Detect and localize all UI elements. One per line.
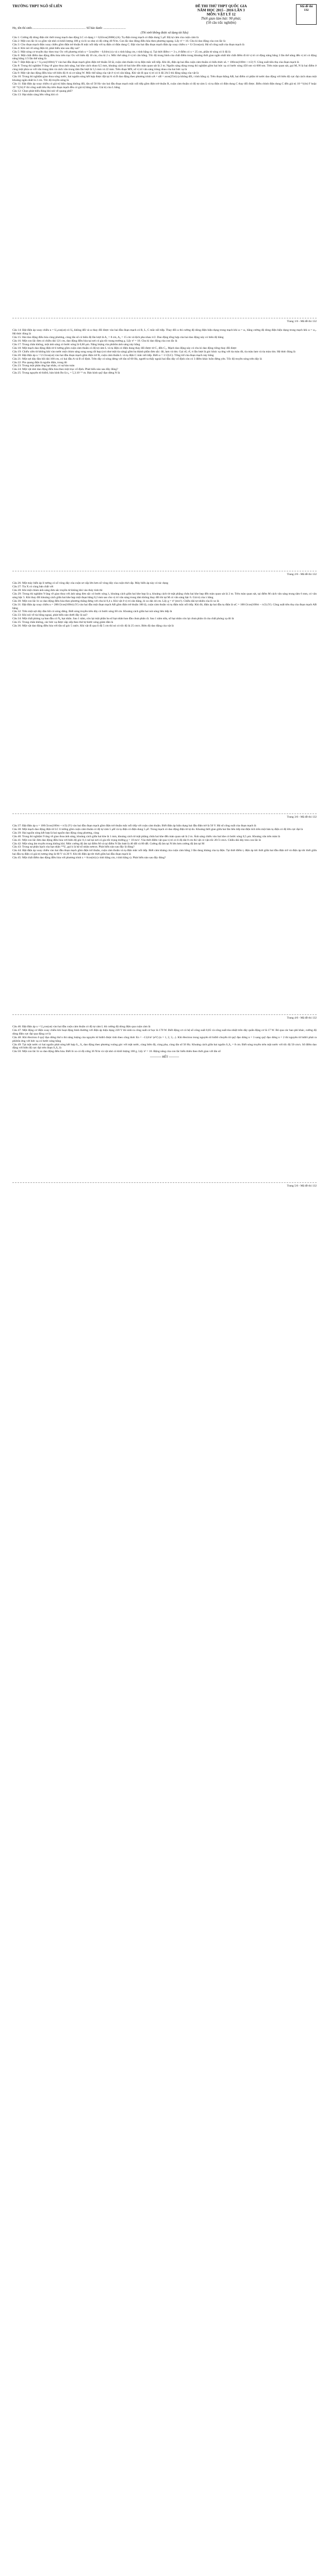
exam-year: NĂM HỌC 2015 - 2016 LẦN 3	[197, 8, 245, 12]
question-text: Câu 33: Khi nói về tia hồng ngoại, phát biểu nào dưới đây là sai?	[12, 614, 88, 617]
exam-header	[12, 4, 317, 25]
question-text: Câu 11: Đặt điện áp xoay chiều có giá trị hiệu dụng không đổi, tần số 50 Hz vào hai đầu đoạn mạch mắc nối tiếp gồm điện trở thuần R, cuộn cảm thuần có độ tự cảm L và tụ điện có điện dung C thay đổi được. Điều chỉnh điện dung C đến giá trị 10⁻⁴/(4π) F hoặc 10⁻⁴/(2π) F thì công suất tiêu thụ trên đoạn mạch đều có giá trị bằng nhau. Giá trị của L bằng	[12, 82, 317, 89]
exam-page-section	[12, 824, 317, 1020]
question-text: Câu 45: Một chất điểm dao động điều hòa với phương trình x = 6cos(πt) (x tính bằng cm, t tính bằng s). Phát biểu nào sau đây đúng?	[12, 856, 166, 860]
question-text: Câu 25: Trong nguyên tử hiđrô, bán kính Bo là r₀ = 5,3.10⁻¹¹ m. Bán kính quỹ đạo dừng N là	[12, 371, 120, 375]
exam-end-mark: ----------- HẾT ----------	[150, 1056, 179, 1059]
question-text: Câu 14: Đặt điện áp xoay chiều u = U₀cos(ωt) có U₀ không đổi và ω thay đổi được vào hai đầu đoạn mạch có R, L, C mắc nối tiếp. Thay đổi ω thì cường độ dòng điện hiệu dụng trong mạch khi ω = ω₁ bằng cường độ dòng điện hiệu dụng trong mạch khi ω = ω₂. Hệ thức đúng là	[12, 329, 317, 336]
question-text: Câu 29: Trong thí nghiệm Y-âng về giao thoa với ánh sáng đơn sắc có bước sóng λ, khoảng cách giữa hai khe hẹp là a, khoảng cách từ mặt phẳng chứa hai khe hẹp đến màn quan sát là 2 m. Trên màn quan sát, tại điểm M cách vân sáng trung tâm 6 mm, có vân sáng bậc 5. Khi thay đổi khoảng cách giữa hai khe hẹp một đoạn bằng 0,2 mm sao cho vị trí vân sáng trung tâm không thay đổi thì tại M có vân sáng bậc 6. Giá trị của λ bằng	[12, 592, 317, 599]
question-text: Câu 3: Cho đoạn mạch điện xoay chiều gồm điện trở thuần R mắc nối tiếp với tụ điện có điện dung C. Đặt vào hai đầu đoạn mạch điện áp xoay chiều u = U√2cos(ωt). Hệ số công suất của đoạn mạch là	[12, 43, 244, 46]
question-text: Câu 44: Đặt điện áp xoay chiều vào hai đầu đoạn mạch gồm điện trở thuần, cuộn cảm thuần và tụ điện mắc nối tiếp. Biết cảm kháng của cuộn cảm bằng 3 lần dung kháng của tụ điện. Tại thời điểm t, điện áp tức thời giữa hai đầu điện trở và điện áp tức thời giữa hai đầu tụ điện có giá trị tương ứng là 60 V và 20 V. Khi đó điện áp tức thời giữa hai đầu đoạn mạch là	[12, 849, 317, 856]
question-text: Câu 46: Đặt điện áp u = U₀cos(ωt) vào hai đầu cuộn cảm thuần có độ tự cảm L thì cường độ dòng điện qua cuộn cảm là	[12, 1025, 151, 1029]
exam-page-section	[12, 329, 317, 577]
question-text: Câu 6: Một chất điểm dao động điều hòa trên trục Ox với biên độ 10 cm, chu kì 2 s. Mốc thế năng ở vị trí cân bằng. Tốc độ trung bình của chất điểm trong khoảng thời gian ngắn nhất khi chất điểm đi từ vị trí có động năng bằng 3 lần thế năng đến vị trí có động năng bằng 1/3 lần thế năng là	[12, 54, 317, 61]
exam-page-section	[12, 36, 317, 324]
exam-time: Thời gian làm bài: 90 phút;	[201, 16, 241, 21]
page-footer: Trang 2/6 - Mã đề thi 132	[12, 571, 317, 577]
question-text: Câu 34: Một chất phóng xạ ban đầu có N₀ hạt nhân. Sau 1 năm, còn lại một phần ba số hạt nhân ban đầu chưa phân rã. Sau 1 năm nữa, số hạt nhân còn lại chưa phân rã của chất phóng xạ đó là	[12, 617, 234, 621]
question-text: Câu 21: Một sợi dây đàn hồi dài 100 cm, có hai đầu A và B cố định. Trên dây có sóng dừng với tần số 60 Hz, người ta thấy ngoài hai đầu dây cố định còn có 3 điểm khác luôn đứng yên. Tốc độ truyền sóng trên dây là	[12, 357, 262, 361]
question-text: Câu 23: Trong một phản ứng hạt nhân, có sự bảo toàn	[12, 364, 75, 368]
question-text: Câu 15: Hai dao động điều hòa cùng phương, cùng tần số có biên độ lần lượt là A₁ = 8 cm, A₂ = 15 cm và lệch pha nhau π/2. Dao động tổng hợp của hai dao động này có biên độ bằng	[12, 336, 224, 340]
exam-code-box	[296, 4, 317, 25]
question-text: Câu 48: Khi êlectron ở quỹ đạo dừng thứ n thì năng lượng của nguyên tử hiđrô được tính theo công thức En = −13,6/n² (eV) (n = 1, 2, 3,...). Khi êlectron trong nguyên tử hiđrô chuyển từ quỹ đạo dừng n = 3 sang quỹ đạo dừng n = 2 thì nguyên tử hiđrô phát ra phôtôn ứng với bức xạ có bước sóng bằng	[12, 1036, 317, 1043]
page-footer: Trang 5/6 - Mã đề thi 132	[12, 1182, 317, 1188]
question-text: Câu 26: Một máy biến áp lí tưởng có số vòng dây của cuộn sơ cấp lớn hơn số vòng dây của cuộn thứ cấp. Máy biến áp này có tác dụng	[12, 582, 169, 585]
exam-note: (Thí sinh không được sử dụng tài liệu)	[140, 31, 189, 35]
exam-page-section	[12, 1025, 317, 1188]
question-text: Câu 28: Khi một chùm ánh sáng đơn sắc truyền từ không khí vào thủy tinh thì	[12, 589, 103, 592]
question-text: Câu 19: Chiếu xiên từ không khí vào nước một chùm sáng song song rất hẹp (coi như một tia sáng) gồm ba thành phần đơn sắc: đỏ, lam và tím. Gọi rđ, rℓ, rt lần lượt là góc khúc xạ ứng với tia màu đỏ, tia màu lam và tia màu tím. Hệ thức đúng là	[12, 350, 295, 353]
question-text: Câu 37: Đặt điện áp u = 100√2cos(100πt + π/3) (V) vào hai đầu đoạn mạch gồm điện trở thuần mắc nối tiếp với cuộn cảm thuần. Biết điện áp hiệu dụng hai đầu điện trở là 50 V. Hệ số công suất của đoạn mạch là	[12, 824, 256, 827]
question-text: Câu 2: Một con lắc lò xo gồm vật nhỏ có khối lượng 100 g và lò xo nhẹ có độ cứng 40 N/m. Con lắc dao động điều hòa theo phương ngang. Lấy π² = 10. Chu kì dao động của con lắc là	[12, 39, 226, 43]
school-name: TRƯỜNG THPT NGÔ SĨ LIÊN	[12, 4, 62, 8]
question-text: Câu 39: Hai nguồn sóng kết hợp là hai nguồn dao động cùng phương, cùng	[12, 831, 100, 835]
student-info-line: Họ, tên thí sinh:..................................................................... Số báo danh: .............................	[12, 27, 126, 30]
exam-pages	[12, 36, 317, 1188]
question-text: Câu 4: Khi nói về sóng điện từ, phát biểu nào sau đây sai?	[12, 46, 80, 50]
exam-code-label: Mã đề thi	[300, 5, 313, 8]
question-text: Câu 9: Một vật dao động điều hòa với biên độ A và cơ năng W. Mốc thế năng của vật ở vị trí cân bằng. Khi vật đi qua vị trí có li độ 2A/3 thì động năng của vật là	[12, 72, 199, 75]
question-text: Câu 40: Trong thí nghiệm Y-âng về giao thoa ánh sáng, khoảng cách giữa hai khe là 1 mm, khoảng cách từ mặt phẳng chứa hai khe đến màn quan sát là 2 m. Ánh sáng chiếu vào hai khe có bước sóng 0,5 μm. Khoảng vân trên màn là	[12, 835, 281, 838]
page-footer: Trang 1/6 - Mã đề thi 132	[12, 318, 317, 324]
question-text: Câu 24: Một vật nhỏ dao động điều hòa theo một trục cố định. Phát biểu nào sau đây đúng?	[12, 368, 118, 371]
question-text: Câu 18: Một mạch dao động điện từ lí tưởng gồm cuộn cảm thuần có độ tự cảm L và tụ điện có điện dung thay đổi được từ C₁ đến C₂. Mạch dao động này có chu kì dao động riêng thay đổi được	[12, 346, 237, 350]
question-text: Câu 20: Đặt điện áp u = U√2cos(ωt) vào hai đầu đoạn mạch gồm điện trở R, cuộn cảm thuần L và tụ điện C mắc nối tiếp. Biết ω = 1/√(LC). Tổng trở của đoạn mạch này bằng	[12, 353, 214, 357]
question-text: Câu 27: Tia X có cùng bản chất với	[12, 585, 54, 589]
question-text: Câu 38: Một mạch dao động điện từ LC lí tưởng gồm cuộn cảm thuần có độ tự cảm 5 μH và tụ điện có điện dung 5 μF. Trong mạch có dao động điện từ tự do. Khoảng thời gian giữa hai lần liên tiếp mà điện tích trên một bản tụ điện có độ lớn cực đại là	[12, 827, 303, 831]
school-block	[12, 4, 146, 25]
question-text: Câu 22: Pin quang điện là nguồn điện, trong đó	[12, 361, 67, 364]
question-text: Câu 31: Đặt điện áp xoay chiều u = 200√2cos(100πt) (V) vào hai đầu một đoạn mạch AB gồm điện trở thuần 100 Ω, cuộn cảm thuần và tụ điện mắc nối tiếp. Khi đó, điện áp hai đầu tụ điện là uC = 100√2cos(100πt − π/2) (V). Công suất tiêu thụ của đoạn mạch AB bằng	[12, 603, 317, 610]
question-text: Câu 1: Cường độ dòng điện tức thời trong mạch dao động LC có dạng i = 0,02cos(2000t) (A). Tụ điện trong mạch có điện dung 5 μF. Độ tự cảm của cuộn cảm là	[12, 36, 199, 39]
exam-page	[0, 0, 329, 1188]
question-text: Câu 30: Một con lắc lò xo dao động điều hòa theo phương thẳng đứng với chu kì 0,4 s. Khi vật ở vị trí cân bằng, lò xo dài 44 cm. Lấy g = π² (m/s²). Chiều dài tự nhiên của lò xo là	[12, 599, 219, 603]
question-text: Câu 12: Chọn phát biểu đúng khi nói về quang phổ?	[12, 89, 73, 93]
exam-title: ĐỀ THI THỬ THPT QUỐC GIA	[195, 4, 247, 8]
question-text: Câu 43: Trong sự phân hạch của hạt nhân ²³⁵U, gọi k là hệ số nhân nơtron. Phát biểu nào sau đây là đúng?	[12, 845, 135, 849]
question-text: Câu 10: Trong thí nghiệm giao thoa sóng nước, hai nguồn sóng kết hợp được đặt tại A và B dao động theo phương trình uA = uB = acos(25πt) (a không đổi, t tính bằng s). Trên đoạn thẳng AB, hai điểm có phần tử nước dao động với biên độ cực đại cách nhau một khoảng ngắn nhất là 2 cm. Tốc độ truyền sóng là	[12, 75, 317, 82]
question-text: Câu 42: Một sóng âm truyền trong không khí. Mức cường độ âm tại điểm M và tại điểm N lần lượt là 40 dB và 80 dB. Cường độ âm tại N lớn hơn cường độ âm tại M	[12, 842, 205, 845]
title-block	[160, 4, 282, 25]
question-text: Câu 35: Trong chân không, các bức xạ được sắp xếp theo thứ tự bước sóng giảm dần là	[12, 621, 113, 624]
question-text: Câu 32: Trên một sợi dây đàn hồi có sóng dừng. Biết sóng truyền trên dây có bước sóng 60 cm. Khoảng cách giữa hai nút sóng liên tiếp là	[12, 610, 172, 614]
question-text: Câu 16: Một con lắc đơn có chiều dài 121 cm, dao động điều hòa tại nơi có gia tốc trọng trường g. Lấy π² = 10. Chu kì dao động của con lắc là	[12, 340, 177, 343]
question-text: Câu 7: Đặt điện áp u = U₀cos(100πt) V vào hai đầu đoạn mạch gồm điện trở thuần 50 Ω, cuộn cảm thuần và tụ điện mắc nối tiếp. Khi đó, điện áp hai đầu cuộn cảm thuần có biểu thức uL = 100cos(100πt + π/2) V. Công suất tiêu thụ của đoạn mạch là	[12, 61, 299, 64]
question-text: Câu 17: Trong chân không, một ánh sáng có bước sóng là 0,60 μm. Năng lượng của phôtôn ánh sáng này bằng	[12, 343, 140, 347]
question-text: Câu 13: Hạt nhân càng bền vững khi có	[12, 93, 58, 96]
question-text: Câu 47: Một động cơ điện xoay chiều khi hoạt động bình thường với điện áp hiệu dụng 220 V thì sinh ra công suất cơ học là 170 W. Biết động cơ có hệ số công suất 0,85 và công suất tỏa nhiệt trên dây quấn động cơ là 17 W. Bỏ qua các hao phí khác, cường độ dòng điện cực đại qua động cơ là	[12, 1028, 317, 1036]
question-text: Câu 8: Trong thí nghiệm Y-âng về giao thoa ánh sáng, hai khe cách nhau 0,5 mm, khoảng cách từ hai khe đến màn quan sát là 2 m. Nguồn sáng dùng trong thí nghiệm gồm hai bức xạ có bước sóng 450 nm và 600 nm. Trên màn quan sát, gọi M, N là hai điểm ở cùng một phía so với vân trung tâm và cách vân trung tâm lần lượt là 5,5 mm và 22 mm. Trên đoạn MN, số vị trí vân sáng trùng nhau của hai bức xạ là	[12, 64, 317, 72]
exam-code: 132	[304, 9, 309, 12]
question-text: Câu 36: Một vật dao động điều hòa với tần số góc 5 rad/s. Khi vật đi qua li độ 5 cm thì nó có tốc độ là 25 cm/s. Biên độ dao động của vật là	[12, 624, 174, 628]
question-text: Câu 41: Một con lắc đơn dao động điều hòa với biên độ góc 0,1 rad tại nơi có gia tốc trọng trường g = 10 m/s². Vào thời điểm vật qua vị trí có li độ dài 8 cm thì vật có vận tốc 20√3 cm/s. Chiều dài dây treo con lắc là	[12, 838, 261, 842]
question-text: Câu 50: Một con lắc lò xo dao động điều hòa. Biết lò xo có độ cứng 36 N/m và vật nhỏ có khối lượng 100 g. Lấy π² = 10. Động năng của con lắc biến thiên theo thời gian với tần số	[12, 1050, 221, 1054]
question-text: Câu 5: Một sóng cơ truyền dọc theo trục Ox với phương trình u = 5cos(8πt − 0,04πx) (u và x tính bằng cm, t tính bằng s). Tại thời điểm t = 3 s, ở điểm có x = 25 cm, phần tử sóng có li độ là	[12, 50, 231, 54]
exam-subject: MÔN: VẬT LÝ 12	[206, 12, 236, 16]
exam-count: (50 câu trắc nghiệm)	[206, 21, 236, 25]
page-footer: Trang 3/6 - Mã đề thi 132	[12, 814, 317, 819]
exam-page-section	[12, 582, 317, 819]
page-footer: Trang 4/6 - Mã đề thi 132	[12, 1014, 317, 1020]
question-text: Câu 49: Tại mặt nước có hai nguồn phát sóng kết hợp S₁, S₂ dao động theo phương vuông góc với mặt nước, cùng biên độ, cùng pha, cùng tần số 50 Hz. Khoảng cách giữa hai nguồn S₁S₂ = 8 cm. Biết sóng truyền trên mặt nước với tốc độ 50 cm/s. Số điểm dao động với biên độ cực đại trên đoạn S₁S₂ là	[12, 1043, 317, 1050]
